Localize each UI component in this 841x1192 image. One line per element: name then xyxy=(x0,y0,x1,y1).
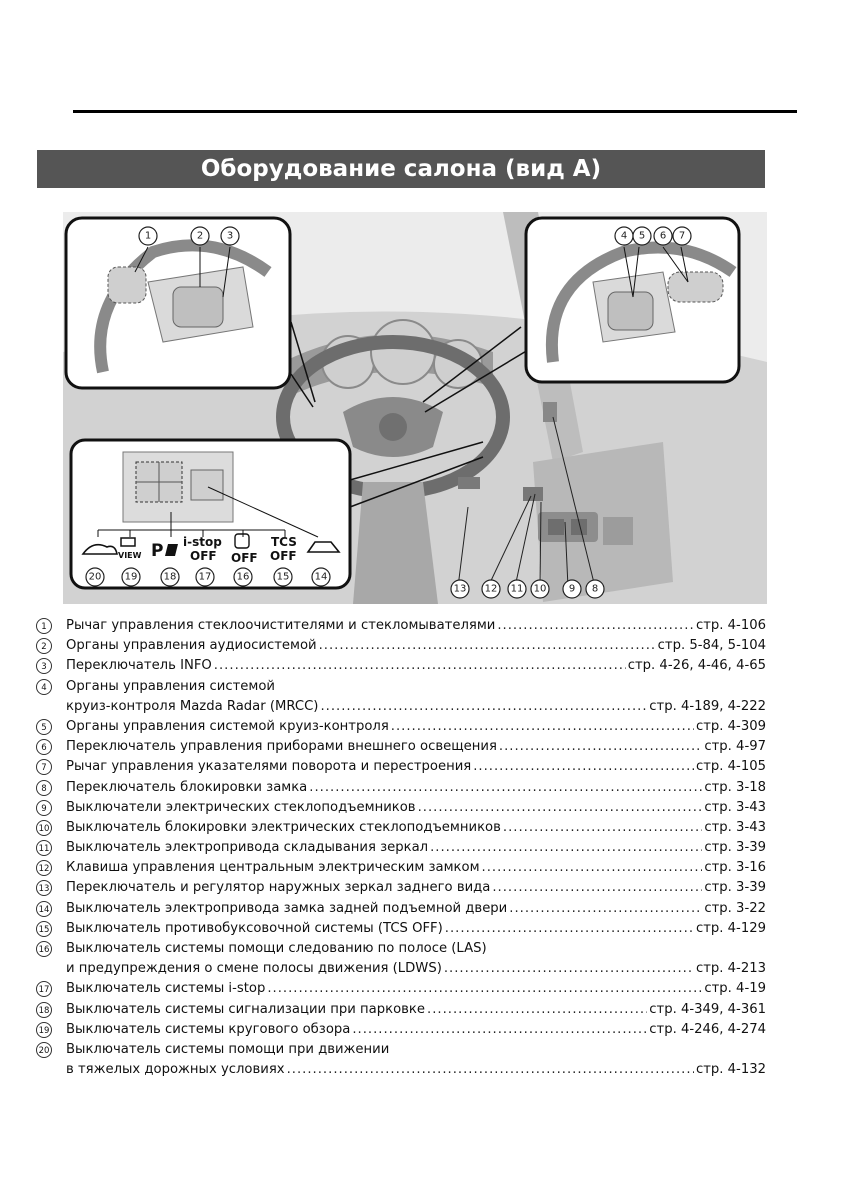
page-ref: стр. 4-129 xyxy=(695,920,766,936)
callout-2 xyxy=(191,227,209,245)
svg-text:7: 7 xyxy=(678,230,686,242)
page-ref: стр. 4-213 xyxy=(695,961,766,977)
callout-16 xyxy=(234,568,252,586)
page-ref: стр. 4-132 xyxy=(695,1062,766,1078)
page-ref: стр. 3-22 xyxy=(704,900,766,916)
list-item: 9 Выключатели электрических стеклоподъемников ..... стр. 3-43 xyxy=(36,798,766,818)
item-number: 11 xyxy=(36,840,52,856)
item-number: 4 xyxy=(36,679,52,695)
page-ref: стр. 4-105 xyxy=(695,759,766,775)
item-number: 12 xyxy=(36,860,52,876)
list-item-continuation: в тяжелых дорожных условиях ..... стр. 4-132 xyxy=(36,1060,766,1080)
callout-19 xyxy=(122,568,140,586)
svg-text:11: 11 xyxy=(510,583,524,595)
callout-7 xyxy=(673,227,691,245)
list-item: 20 Выключатель системы помощи при движении xyxy=(36,1040,766,1060)
item-number: 17 xyxy=(36,981,52,997)
page-ref: стр. 4-246, 4-274 xyxy=(649,1021,766,1037)
item-number: 19 xyxy=(36,1022,52,1038)
item-number: 5 xyxy=(36,719,52,735)
page-ref: стр. 4-26, 4-46, 4-65 xyxy=(627,658,766,674)
svg-text:5: 5 xyxy=(638,230,646,242)
list-item: 4 Органы управления системой xyxy=(36,677,766,697)
list-item: 18 Выключатель системы сигнализации при парковке ..... стр. 4-349, 4-361 xyxy=(36,1000,766,1020)
svg-text:12: 12 xyxy=(484,583,498,595)
svg-text:14: 14 xyxy=(314,571,328,583)
callout-12 xyxy=(482,580,500,598)
equipment-list xyxy=(36,616,766,1080)
list-item: 6 Переключатель управления приборами внешнего освещения ..... стр. 4-97 xyxy=(36,737,766,757)
item-number: 2 xyxy=(36,638,52,654)
list-item: 5 Органы управления системой круиз-контроля ..... стр. 4-309 xyxy=(36,717,766,737)
callout-17 xyxy=(196,568,214,586)
item-number: 18 xyxy=(36,1002,52,1018)
page-ref: стр. 4-189, 4-222 xyxy=(649,698,766,714)
item-number: 16 xyxy=(36,941,52,957)
svg-text:13: 13 xyxy=(453,583,467,595)
callout-1 xyxy=(139,227,157,245)
list-item: 11 Выключатель электропривода складывания зеркал ..... стр. 3-39 xyxy=(36,838,766,858)
callout-13 xyxy=(451,580,469,598)
list-item: 16 Выключатель системы помощи следованию по полосе (LAS) xyxy=(36,939,766,959)
svg-text:1: 1 xyxy=(144,230,152,242)
page-ref: стр. 3-43 xyxy=(704,799,766,815)
item-number: 13 xyxy=(36,880,52,896)
list-item: 13 Переключатель и регулятор наружных зеркал заднего вида ..... стр. 3-39 xyxy=(36,878,766,898)
page-title: Оборудование салона (вид A) xyxy=(37,150,765,188)
view-switch-label: VIEW xyxy=(118,551,142,560)
svg-text:19: 19 xyxy=(124,571,138,583)
item-number: 7 xyxy=(36,759,52,775)
callout-20 xyxy=(86,568,104,586)
las-label-bottom: OFF xyxy=(231,551,258,565)
svg-text:18: 18 xyxy=(163,571,177,583)
callout-6 xyxy=(654,227,672,245)
svg-text:8: 8 xyxy=(591,583,599,595)
callout-3 xyxy=(221,227,239,245)
list-item: 7 Рычаг управления указателями поворота и перестроения ..... стр. 4-105 xyxy=(36,757,766,777)
page-ref: стр. 4-19 xyxy=(704,981,766,997)
interior-illustration xyxy=(63,212,767,604)
svg-text:15: 15 xyxy=(276,571,290,583)
callout-4 xyxy=(615,227,633,245)
park-switch-label: P xyxy=(151,541,164,561)
istop-label-bottom: OFF xyxy=(190,549,217,563)
callout-18 xyxy=(161,568,179,586)
page-ref: стр. 4-106 xyxy=(695,618,766,633)
page-ref: стр. 5-84, 5-104 xyxy=(657,638,766,654)
page-ref: стр. 3-43 xyxy=(704,819,766,835)
list-item-continuation: и предупреждения о смене полосы движения (LDWS) ..... стр. 4-213 xyxy=(36,959,766,979)
svg-text:6: 6 xyxy=(659,230,667,242)
callout-9 xyxy=(563,580,581,598)
item-number: 1 xyxy=(36,618,52,634)
item-number: 9 xyxy=(36,800,52,816)
list-item: 1 Рычаг управления стеклоочистителями и стекломывателями ..... стр. 4-106 xyxy=(36,616,766,636)
svg-text:17: 17 xyxy=(198,571,212,583)
list-item: 12 Клавиша управления центральным электрическим замком ..... стр. 3-16 xyxy=(36,858,766,878)
callout-15 xyxy=(274,568,292,586)
list-item: 3 Переключатель INFO ..... стр. 4-26, 4-46, 4-65 xyxy=(36,656,766,676)
tcs-label-bottom: OFF xyxy=(270,549,297,563)
item-number: 8 xyxy=(36,780,52,796)
svg-text:3: 3 xyxy=(226,230,234,242)
callout-5 xyxy=(633,227,651,245)
tcs-label-top: TCS xyxy=(271,535,297,549)
svg-text:20: 20 xyxy=(88,571,102,583)
top-rule xyxy=(73,110,797,113)
svg-text:10: 10 xyxy=(533,583,547,595)
list-item: 10 Выключатель блокировки электрических стеклоподъемников ..... стр. 3-43 xyxy=(36,818,766,838)
item-number: 3 xyxy=(36,658,52,674)
callout-10 xyxy=(531,580,549,598)
page-ref: стр. 4-97 xyxy=(704,739,766,755)
list-item: 8 Переключатель блокировки замка ..... стр. 3-18 xyxy=(36,778,766,798)
istop-label-top: i-stop xyxy=(183,535,222,549)
list-item: 17 Выключатель системы i-stop ..... стр. 4-19 xyxy=(36,979,766,999)
svg-text:16: 16 xyxy=(236,571,250,583)
page-ref: стр. 3-39 xyxy=(704,880,766,896)
list-item: 2 Органы управления аудиосистемой ..... стр. 5-84, 5-104 xyxy=(36,636,766,656)
svg-text:4: 4 xyxy=(620,230,628,242)
page-ref: стр. 4-349, 4-361 xyxy=(649,1001,766,1017)
item-number: 20 xyxy=(36,1042,52,1058)
list-item: 19 Выключатель системы кругового обзора ..... стр. 4-246, 4-274 xyxy=(36,1020,766,1040)
item-number: 6 xyxy=(36,739,52,755)
page-ref: стр. 3-16 xyxy=(704,860,766,876)
page-ref: стр. 3-39 xyxy=(704,840,766,856)
list-item: 15 Выключатель противобуксовочной системы (TCS OFF) ..... стр. 4-129 xyxy=(36,919,766,939)
page-ref: стр. 4-309 xyxy=(695,718,766,734)
list-item: 14 Выключатель электропривода замка задней подъемной двери ..... стр. 3-22 xyxy=(36,899,766,919)
page-ref: стр. 3-18 xyxy=(704,779,766,795)
item-number: 15 xyxy=(36,921,52,937)
callout-11 xyxy=(508,580,526,598)
svg-text:9: 9 xyxy=(568,583,576,595)
callout-8 xyxy=(586,580,604,598)
item-number: 10 xyxy=(36,820,52,836)
svg-text:2: 2 xyxy=(196,230,204,242)
item-number: 14 xyxy=(36,901,52,917)
list-item-continuation: круиз-контроля Mazda Radar (MRCC) ..... стр. 4-189, 4-222 xyxy=(36,697,766,717)
callout-14 xyxy=(312,568,330,586)
